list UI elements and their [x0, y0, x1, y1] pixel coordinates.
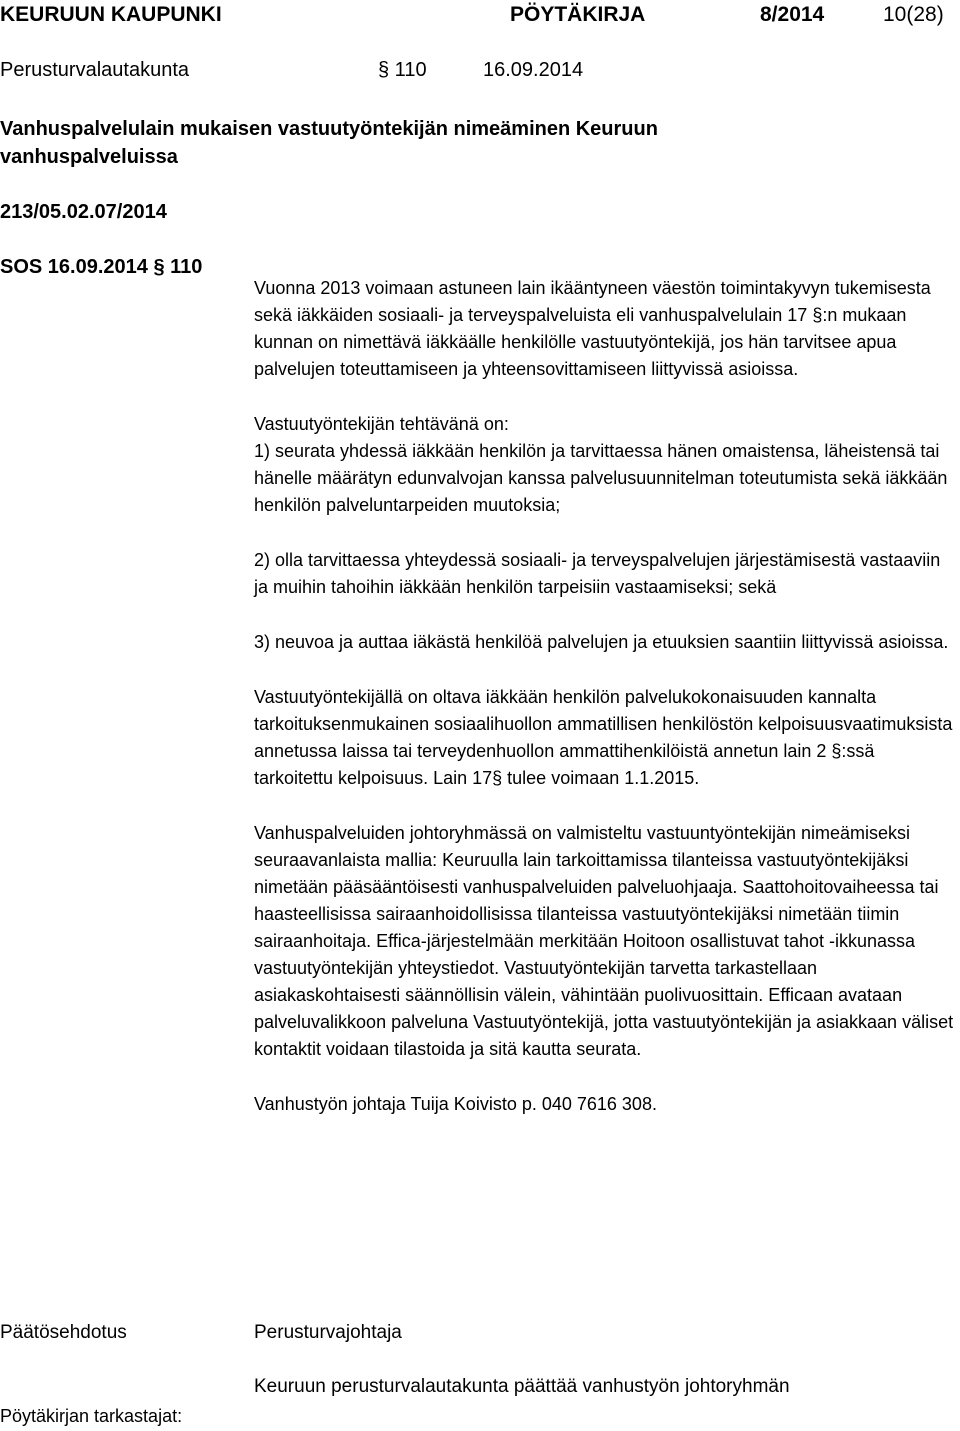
- section-title: Vanhuspalvelulain mukaisen vastuutyöntekijän nimeäminen Keuruun vanhuspalveluissa: [0, 118, 658, 168]
- document-type: PÖYTÄKIRJA: [510, 3, 646, 26]
- organization-name: KEURUUN KAUPUNKI: [0, 3, 222, 26]
- proposal-label: Päätösehdotus: [0, 1322, 127, 1343]
- reference-line: SOS 16.09.2014 § 110: [0, 256, 203, 278]
- paragraph: 2) olla tarvittaessa yhteydessä sosiaali- ja terveyspalvelujen järjestämisestä vastaaviin ja muihin tahoihin iäkkään henkilön tarpeisiin vastaamiseksi; sekä: [254, 550, 941, 597]
- minutes-checkers-label: Pöytäkirjan tarkastajat:: [0, 1406, 183, 1426]
- paragraph: 3) neuvoa ja auttaa iäkästä henkilöä palvelujen ja etuuksien saantiin liittyvissä asioissa.: [254, 632, 949, 652]
- paragraph: Vanhuspalveluiden johtoryhmässä on valmisteltu vastuuntyöntekijän nimeämiseksi seuraavanlaista mallia: Keuruulla lain tarkoittamissa tilanteissa vastuutyöntekijäksi nimetään pääsääntöisesti vanhuspalveluiden palveluohjaaja. Saattohoitovaiheessa tai haasteellisissa sairaanhoidollisissa tilanteissa vastuutyöntekijäksi nimetään tiimin sairaanhoitaja. Effica-järjestelmään merkitään Hoitoon osallistuvat tahot -ikkunassa vastuutyöntekijän yhteystiedot. Vastuutyöntekijän tarvetta tarkastellaan asiakaskohtaisesti säännöllisin välein, vähintään puolivuosittain. Efficaan avataan palveluvalikkoon palveluna Vastuutyöntekijä, jotta vastuutyöntekijän ja asiakkaan väliset kontaktit voidaan tilastoida ja sitä kautta seurata.: [254, 823, 954, 1059]
- meeting-date: 16.09.2014: [483, 59, 584, 81]
- paragraph: Vastuutyöntekijällä on oltava iäkkään henkilön palvelukokonaisuuden kannalta tarkoituksenmukainen sosiaalihuollon ammatillisen henkilöstön kelpoisuusvaatimuksista annetussa laissa tai terveydenhuollon ammattihenkilöistä annetun lain 2 §:ssä tarkoitettu kelpoisuus. Lain 17§ tulee voimaan 1.1.2015.: [254, 687, 953, 788]
- page-number: 10(28): [883, 3, 944, 26]
- paragraph: Vastuutyöntekijän tehtävänä on: 1) seurata yhdessä iäkkään henkilön ja tarvittaessa hänen omaistensa, läheistensä tai hänelle määrätyn edunvalvojan kanssa palvelusuunnitelman toteutumista sekä iäkkään henkilön palveluntarpeiden muutoksia;: [254, 414, 948, 515]
- proposal-text: Keuruun perusturvalautakunta päättää vanhustyön johtoryhmän: [254, 1376, 790, 1397]
- presenter: Perusturvajohtaja: [254, 1322, 402, 1343]
- paragraph: Vanhustyön johtaja Tuija Koivisto p. 040 7616 308.: [254, 1094, 657, 1114]
- record-id: 213/05.02.07/2014: [0, 201, 167, 223]
- board-name: Perusturvalautakunta: [0, 59, 190, 81]
- body-text: [254, 275, 956, 1146]
- document-number: 8/2014: [760, 3, 825, 26]
- paragraph: Vuonna 2013 voimaan astuneen lain ikääntyneen väestön toimintakyvyn tukemisesta sekä iäkkäiden sosiaali- ja terveyspalveluista eli vanhuspalvelulain 17 §:n mukaan kunnan on nimettävä iäkkäälle henkilölle vastuutyöntekijä, jos hän tarvitsee apua palvelujen toteuttamiseen ja yhteensovittamiseen liittyvissä asioissa.: [254, 278, 931, 379]
- section-number: § 110: [378, 59, 427, 81]
